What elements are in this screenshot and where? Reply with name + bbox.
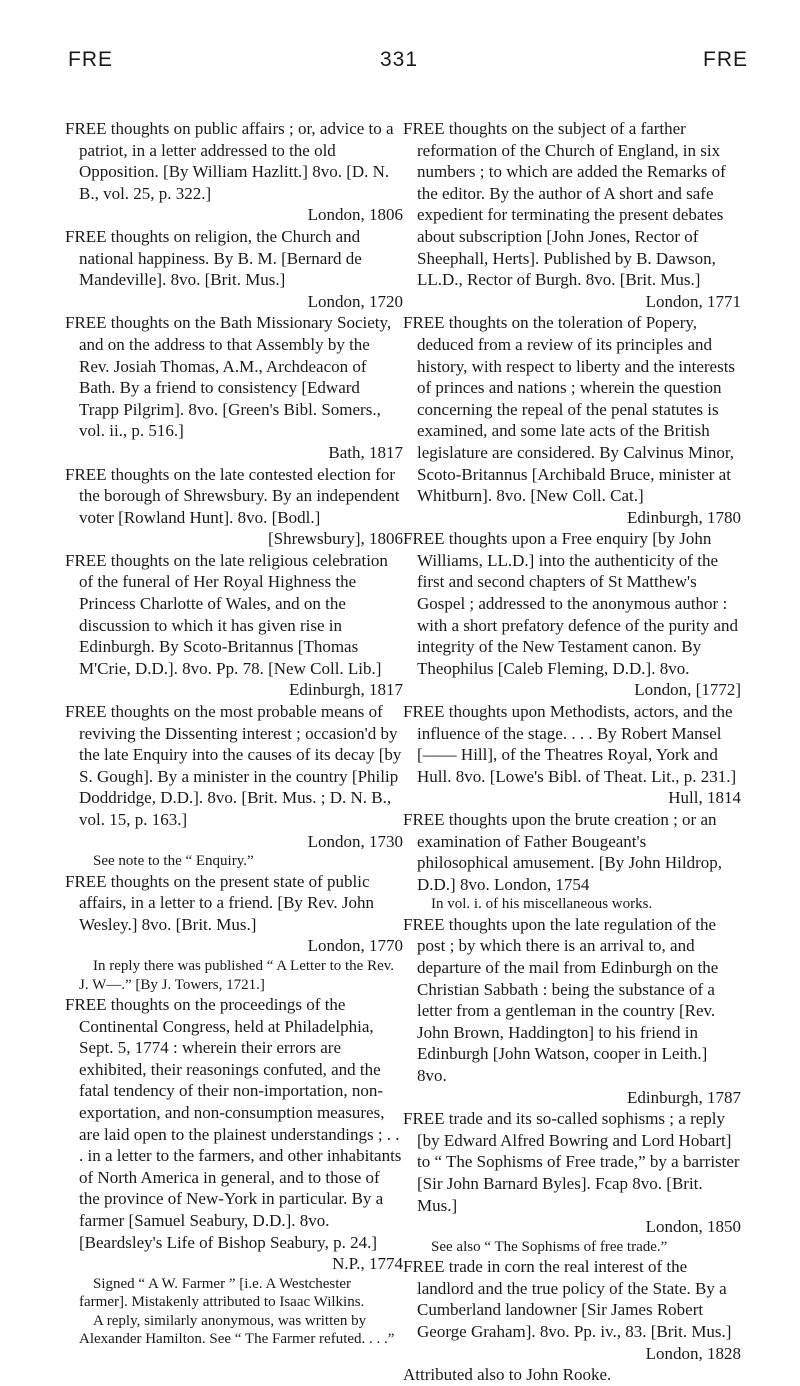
entry-text: FREE thoughts on the late contested election for the borough of Shrewsbury. By an independent voter [Rowland Hunt]. 8vo. [Bodl.] (65, 464, 400, 527)
entry-note: See note to the “ Enquiry.” (93, 853, 254, 870)
entry-note: A reply, similarly anonymous, was written by Alexander Hamilton. See “ The Farmer refuted. . . .” (79, 1312, 395, 1348)
entry-text: FREE thoughts on the subject of a farther reformation of the Church of England, in six numbers ; to which are added the Remarks of the editor. By the author of A short and safe expedient for terminating the present debates about subscription [John Jones, Rector of Sheephall, Herts]. Published by B. Dawson, LL.D., Rector of Burgh. 8vo. [Brit. Mus.] (403, 119, 726, 290)
entry-text: FREE thoughts on the Bath Missionary Society, and on the address to that Assembly by the Rev. Josiah Thomas, A.M., Archdeacon of Bath. By a friend to consistency [Edward Trapp Pilgrim]. 8vo. [Green's Bibl. Somers., vol. ii., p. 516.] (65, 313, 392, 441)
entry-imprint: Edinburgh, 1780 (627, 507, 741, 527)
left-column (65, 118, 403, 1349)
entry-text: FREE thoughts upon the brute creation ; or an examination of Father Bougeant's philosophical amusement. [By John Hildrop, D.D.] 8vo. London, 1754 (403, 810, 723, 894)
bibliography-entry (65, 226, 403, 312)
entry-text: FREE trade and its so-called sophisms ; a reply [by Edward Alfred Bowring and Lord Hobart] to “ The Sophisms of Free trade,” by a barrister [Sir John Barnard Byles]. Fcap 8vo. [Brit. Mus.] (403, 1109, 740, 1215)
entry-imprint: London, 1806 (307, 205, 403, 225)
entry-text: FREE thoughts on the toleration of Popery, deduced from a review of its principles and history, with respect to liberty and the interests of princes and nations ; wherein the question concerning the repeal of the penal statutes is examined, and some late acts of the British legislature are considered. By Calvinus Minor, Scoto-Britannus [Archibald Bruce, minister at Whitburn]. 8vo. [New Coll. Cat.] (403, 313, 736, 506)
bibliography-entry (403, 528, 741, 701)
entry-note: In vol. i. of his miscellaneous works. (431, 896, 653, 913)
entry-imprint: London, [1772] (634, 680, 741, 700)
bibliography-entry (65, 118, 403, 226)
entry-text: FREE thoughts on the proceedings of the Continental Congress, held at Philadelphia, Sept. 5, 1774 : wherein their errors are exhibited, their reasonings confuted, and the fatal tendency of their non-importation, non-exportation, and non-consumption measures, are laid open to the plainest understandings ; . . . in a letter to the farmers, and other inhabitants of North America in general, and to those of the province of New-York in particular. By a farmer [Samuel Seabury, D.D.]. 8vo. [Beardsley's Life of Bishop Seabury, p. 24.] (65, 995, 402, 1252)
bibliography-entry (403, 1256, 741, 1364)
bibliography-entry (65, 994, 403, 1275)
entry-note: In reply there was published “ A Letter to the Rev. J. W—.” [By J. Towers, 1721.] (79, 958, 395, 993)
bibliography-entry (403, 118, 741, 312)
entry-imprint: London, 1850 (645, 1217, 741, 1237)
entry-imprint: London, 1771 (645, 291, 741, 311)
bibliography-entry (65, 701, 403, 852)
bibliography-entry (65, 550, 403, 701)
right-column (403, 118, 741, 1386)
entry-imprint: London, 1828 (645, 1343, 741, 1363)
bibliography-entry (403, 1108, 741, 1238)
entry-text: FREE thoughts on public affairs ; or, advice to a patriot, in a letter addressed to the old Opposition. [By William Hazlitt.] 8vo. [D. N. B., vol. 25, p. 322.] (65, 119, 394, 203)
bibliography-entry (403, 914, 741, 1108)
entry-imprint: London, 1720 (307, 291, 403, 311)
entry-text: FREE thoughts on the present state of public affairs, in a letter to a friend. [By Rev. John Wesley.] 8vo. [Brit. Mus.] (65, 871, 375, 934)
bibliography-entry (65, 312, 403, 463)
entry-imprint: Hull, 1814 (668, 788, 741, 808)
entry-text: FREE trade in corn the real interest of the landlord and the true policy of the State. By a Cumberland landowner [Sir James Robert George Graham]. 8vo. Pp. iv., 83. [Brit. Mus.] (403, 1257, 732, 1342)
entry-text: FREE thoughts on religion, the Church and national happiness. By B. M. [Bernard de Mandeville]. 8vo. [Brit. Mus.] (65, 226, 362, 290)
header-right: FRE (703, 48, 748, 71)
bibliography-entry (65, 871, 403, 957)
entry-note: See also “ The Sophisms of free trade.” (431, 1238, 668, 1255)
entry-imprint: Edinburgh, 1817 (289, 680, 403, 700)
entry-note: Attributed also to John Rooke. (403, 1365, 612, 1385)
running-header (0, 48, 800, 88)
entry-note: Signed “ A W. Farmer ” [i.e. A Westchester farmer]. Mistakenly attributed to Isaac Wilkins. (79, 1275, 365, 1311)
bibliography-entry (403, 809, 741, 895)
bibliography-entry (403, 312, 741, 528)
entry-imprint: N.P., 1774 (332, 1254, 403, 1274)
entry-imprint: London, 1730 (307, 831, 403, 851)
bibliography-entry (65, 464, 403, 550)
entry-text: FREE thoughts upon a Free enquiry [by John Williams, LL.D.] into the authenticity of the first and second chapters of St Matthew's Gospel ; addressed to the anonymous author : with a short prefatory defence of the purity and integrity of the New Testament canon. By Theophilus [Caleb Fleming, D.D.]. 8vo. (403, 529, 738, 678)
entry-imprint: London, 1770 (307, 936, 403, 956)
page-number: 331 (380, 48, 419, 71)
entry-text: FREE thoughts upon the late regulation of the post ; by which there is an arrival to, and departure of the mail from Edinburgh on the Christian Sabbath : being the substance of a letter from a gentleman in the country [Rev. John Brown, Haddington] to his friend in Edinburgh [John Watson, cooper in Leith.] 8vo. (403, 914, 719, 1086)
header-left: FRE (68, 48, 113, 71)
bibliography-entry (403, 701, 741, 809)
entry-text: FREE thoughts on the late religious celebration of the funeral of Her Royal Highness the Princess Charlotte of Wales, and on the discussion to which it has given rise in Edinburgh. By Scoto-Britannus [Thomas M'Crie, D.D.]. 8vo. Pp. 78. [New Coll. Lib.] (65, 550, 388, 678)
entry-text: FREE thoughts upon Methodists, actors, and the influence of the stage. . . . By Robert Mansel [—— Hill], of the Theatres Royal, York and Hull. 8vo. [Lowe's Bibl. of Theat. Lit., p. 231.] (403, 702, 737, 786)
entry-text: FREE thoughts on the most probable means of reviving the Dissenting interest ; occasion'd by the late Enquiry into the causes of its decay [by S. Gough]. By a minister in the country [Philip Doddridge, D.D.]. 8vo. [Brit. Mus. ; D. N. B., vol. 15, p. 163.] (65, 702, 402, 829)
entry-imprint: Bath, 1817 (328, 442, 403, 462)
entry-imprint: [Shrewsbury], 1806 (267, 529, 403, 549)
entry-imprint: Edinburgh, 1787 (627, 1087, 741, 1107)
